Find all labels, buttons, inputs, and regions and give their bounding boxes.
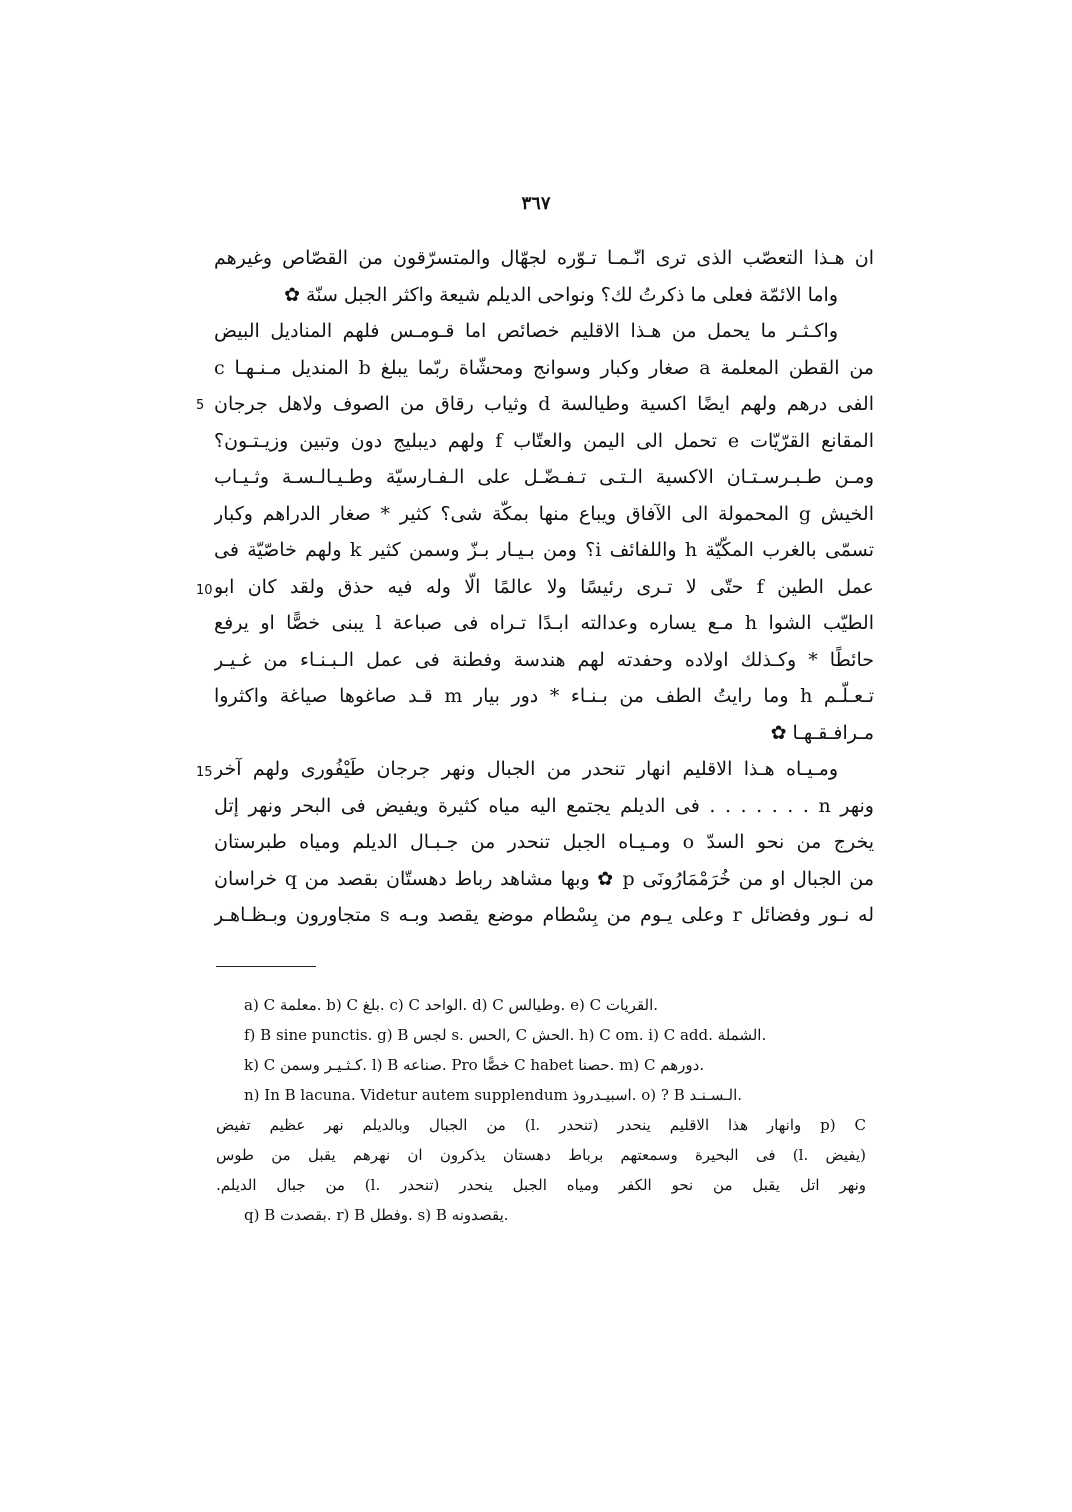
footnote-line: a) C معلمة. b) C بلغ. c) C الواحد. d) C وطيالس. e) C القريات. [244, 996, 659, 1014]
text-line: ومـن طـبـرسـتـان الاكسية الـتـى تـفـضّـل على الـفـارسيّة وطـيـالـسـة وثـيـاب [214, 466, 874, 488]
text-line: الخيش g المحمولة الى الآفاق ويباع منها بمكّة شى؟ كثير * صغار الدراهم وكبار [214, 502, 874, 525]
text-line: ومـيـاه هـذا الاقليم انهار تنحدر من الجبال ونهر جرجان طَيْفُورى ولهم آخر [214, 758, 838, 780]
line-number: 15 [196, 765, 213, 780]
text-line: الفى درهم ولهم ايضًا اكسية وطيالسة d وثياب رقاق من الصوف ولاهل جرجان [214, 393, 874, 415]
line-number: 10 [196, 583, 213, 598]
text-line: تسمّى بالغرب المكّيّة h واللفائف i؟ ومن بـيـار بـزّ وسمن كثير k ولهم خاصّيّة فى [214, 539, 874, 561]
text-line: من الجبال او من خُرَمْمَارُونَى p ✿ وبها مشاهد رباط دهستّان بقصد من q خراسان [214, 867, 874, 890]
footnote-line: k) C كـثـيـر وسمن. l) B صناعه. Pro خصًّا C habet حصنا. m) C دورهم. [244, 1056, 705, 1074]
footnote-line: p) C وانهار هذا الاقليم ينحدر (تنحدر .l) من الجبال وبالديلم نهر عظيم تفيض [216, 1116, 866, 1134]
text-line: المقانع القرّيّات e تحمل الى اليمن والعتّاب f ولهم ديبليج دون وتبين وزيـتـون؟ [214, 429, 874, 452]
text-line: له نـور وفضائل r وعلى يـوم من بِسْطام موضع يقصد وبـه s متجاورون وبـظـاهـر [214, 904, 874, 926]
footnote-line: (يفيض .l) فى البحيرة وسمعتهم برباط دهستان يذكرون ان نهرهم يقبل من طوس [216, 1146, 866, 1164]
text-line: يخرج من نحو السدّ o ومـيـاه الجبل تنحدر من جـبـال الديلم ومياه طبرستان [214, 831, 874, 853]
text-line: واما الائمّة فعلى ما ذكرتُ لك؟ ونواحى الديلم شيعة واكثر الجبل سنّة ✿ [284, 283, 838, 306]
line-number: 5 [196, 398, 205, 413]
text-line: عمل الطين f حتّى لا تـرى رئيسًا ولا عالمًا الّا وله فيه حذق ولقد كان ابو [214, 575, 874, 598]
text-line: الطيّب الشوا h مـع يساره وعدالته ابـدًا تـراه فى صباعة l يبنى خصًّا او يرفع [214, 612, 874, 634]
footnote-rule [216, 966, 316, 967]
text-line: واكـثـر ما يحمل من هـذا الاقليم خصائص اما قـومـس فلهم المناديل البيض [214, 320, 838, 342]
footnote-line: n) In B lacuna. Videtur autem supplendum اسبيـدروذ. o) ? B الـسـنـد. [244, 1086, 743, 1104]
text-line: مـرافـقـهـا ✿ [770, 721, 874, 744]
footnote-line: ونهر اتل يقبل من نحو الكفر ومياه الجبل ينحدر (تنحدر .l) من جبال الديلم. [216, 1176, 866, 1194]
text-line: ونهر n . . . . . . . فى الديلم يجتمع اليه مياه كثيرة ويفيض فى البحر ونهر إتل [214, 794, 874, 817]
text-line: من القطن المعلمة a صغار وكبار وسوانج ومحشّاة ربّما يبلغ b المنديل مـنـهـا c [214, 356, 874, 379]
footnote-line: q) B بقصدت. r) B وفطل. s) B يقصدونه. [244, 1206, 509, 1224]
text-line: ان هـذا التعصّب الذى ترى انّـمـا تـوّره لجهّال والمتسرّقون من القصّاص وغيرهم [214, 247, 874, 269]
footnotes [216, 990, 866, 1230]
main-text [214, 240, 874, 934]
text-line: حائطًا * وكـذلك اولاده وحفدته لهم هندسة وفطنة فى عمل الـبـنـاء من غـيـر [214, 648, 874, 671]
text-line: تـعـلّـم h وما رايتُ الطف من بـنـاء * دور بيار m قـد صاغوها صياغة واكثروا [214, 685, 874, 707]
page-number: ٣٦٧ [521, 193, 551, 214]
footnote-line: f) B sine punctis. g) B لجس s. الحس, C الحش. h) C om. i) C add. الشملة. [244, 1026, 767, 1044]
